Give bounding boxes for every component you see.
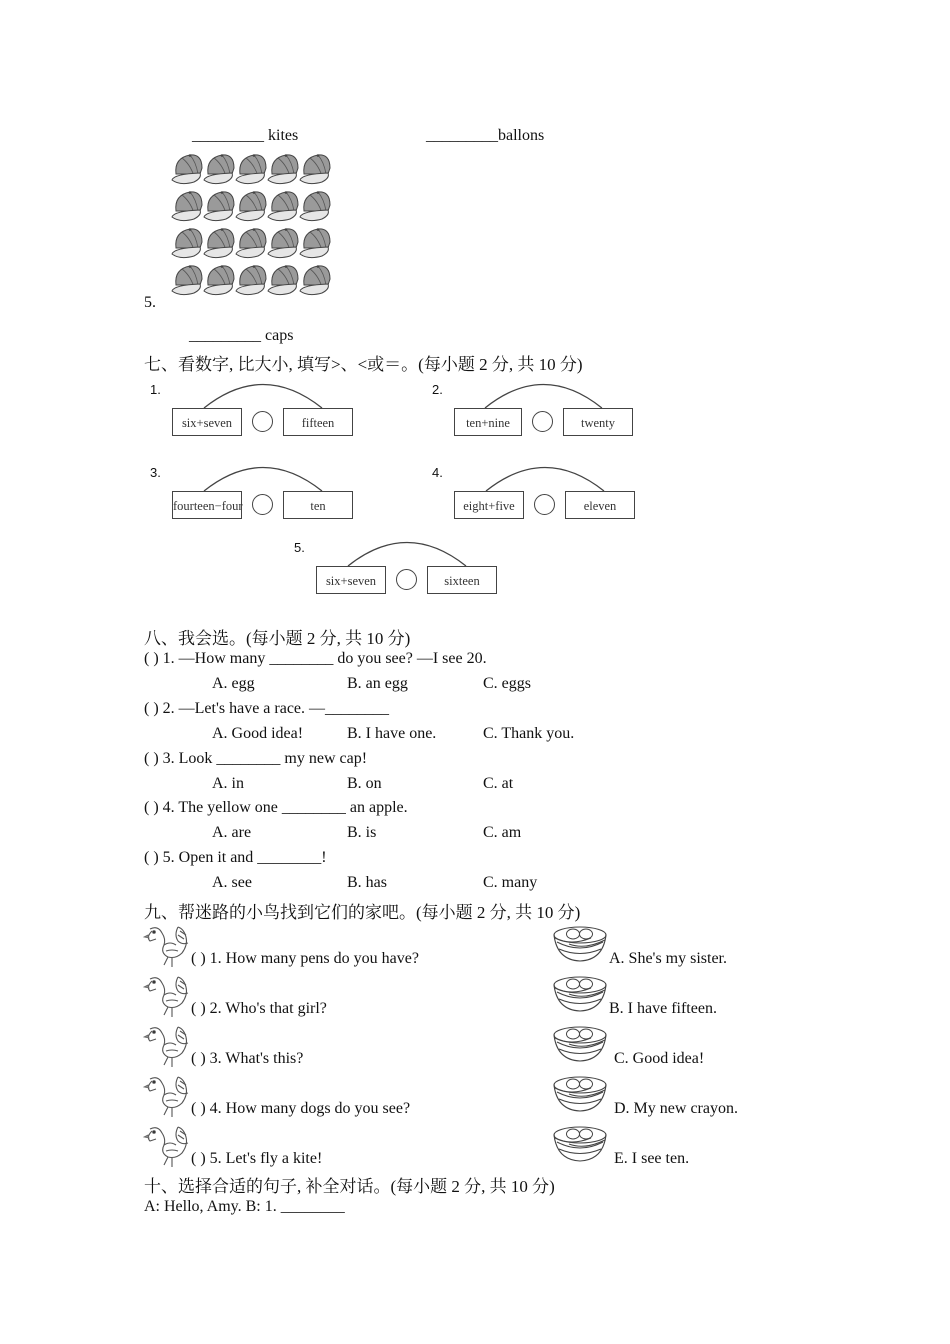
- compare-left-box: ten+nine: [454, 408, 522, 436]
- connector-arc: [346, 537, 468, 567]
- compare-right-box: sixteen: [427, 566, 497, 594]
- compare-number: 2.: [432, 382, 443, 397]
- cap-icon: [236, 265, 266, 294]
- nest-icon: [551, 1074, 609, 1114]
- compare-number: 1.: [150, 382, 161, 397]
- option-b: B. I have one.: [347, 724, 437, 742]
- connector-arc: [483, 379, 604, 409]
- option-c: C. many: [483, 874, 538, 892]
- compare-right-box: fifteen: [283, 408, 353, 436]
- connector-arc: [202, 462, 324, 492]
- answer-circle[interactable]: [534, 494, 555, 515]
- option-a: A. see: [212, 874, 252, 892]
- option-b: B. an egg: [347, 675, 408, 692]
- option-b: B. has: [347, 874, 387, 892]
- option-c: C. Thank you.: [483, 724, 575, 742]
- caps-picture: [170, 150, 340, 300]
- kites-blank: _________ kites: [192, 127, 299, 144]
- bird-question: ( ) 4. How many dogs do you see?: [191, 1100, 411, 1117]
- nest-icon: [551, 1024, 609, 1064]
- nest-icon: [551, 974, 609, 1014]
- compare-number: 5.: [294, 540, 305, 555]
- compare-left-box: fourteen−four: [172, 491, 242, 519]
- cap-icon: [268, 191, 298, 220]
- question-number: 5.: [144, 294, 156, 311]
- cap-icon: [172, 228, 202, 257]
- cap-icon: [172, 154, 202, 183]
- compare-number: 4.: [432, 465, 443, 480]
- option-a: A. in: [212, 774, 244, 792]
- cap-icon: [236, 154, 266, 183]
- option-b: B. is: [347, 824, 377, 842]
- connector-arc: [202, 379, 324, 409]
- answer-circle[interactable]: [252, 411, 273, 432]
- bird-icon: [144, 1073, 192, 1119]
- cap-icon: [268, 228, 298, 257]
- answer-circle[interactable]: [252, 494, 273, 515]
- cap-icon: [172, 191, 202, 220]
- ballons-blank: _________ballons: [426, 127, 545, 144]
- section-7-title: 七、看数字, 比大小, 填写>、<或＝。(每小题 2 分, 共 10 分): [144, 355, 583, 374]
- compare-left-box: six+seven: [316, 566, 386, 594]
- section-8-title: 八、我会选。(每小题 2 分, 共 10 分): [144, 629, 411, 648]
- option-b: B. on: [347, 774, 382, 792]
- choice-question: ( ) 3. Look ________ my new cap!: [144, 749, 368, 767]
- compare-number: 3.: [150, 465, 161, 480]
- option-c: C. at: [483, 774, 514, 792]
- nest-answer: C. Good idea!: [614, 1050, 705, 1067]
- cap-icon: [236, 191, 266, 220]
- compare-right-box: ten: [283, 491, 353, 519]
- dialogue-line: A: Hello, Amy. B: 1. ________: [144, 1198, 345, 1215]
- compare-left-box: six+seven: [172, 408, 242, 436]
- nest-answer: A. She's my sister.: [609, 950, 727, 967]
- choice-question: ( ) 5. Open it and ________!: [144, 849, 327, 867]
- cap-icon: [300, 191, 330, 220]
- connector-arc: [484, 462, 606, 492]
- option-c: C. eggs: [483, 675, 531, 692]
- nest-answer: B. I have fifteen.: [609, 1000, 717, 1017]
- bird-icon: [144, 1123, 192, 1169]
- cap-icon: [268, 154, 298, 183]
- bird-icon: [144, 1023, 192, 1069]
- cap-icon: [268, 265, 298, 294]
- bird-icon: [144, 923, 192, 969]
- compare-right-box: twenty: [563, 408, 633, 436]
- cap-icon: [204, 265, 234, 294]
- section-9-title: 九、帮迷路的小鸟找到它们的家吧。(每小题 2 分, 共 10 分): [144, 903, 581, 922]
- cap-icon: [300, 265, 330, 294]
- nest-icon: [551, 1124, 609, 1164]
- answer-circle[interactable]: [532, 411, 553, 432]
- bird-question: ( ) 3. What's this?: [191, 1050, 304, 1067]
- compare-left-box: eight+five: [454, 491, 524, 519]
- choice-question: ( ) 1. —How many ________ do you see? —I see 20.: [144, 650, 487, 667]
- bird-question: ( ) 5. Let's fly a kite!: [191, 1150, 323, 1167]
- cap-icon: [172, 265, 202, 294]
- bird-question: ( ) 2. Who's that girl?: [191, 1000, 327, 1017]
- nest-answer: D. My new crayon.: [614, 1100, 738, 1117]
- cap-icon: [300, 154, 330, 183]
- cap-icon: [236, 228, 266, 257]
- nest-answer: E. I see ten.: [614, 1150, 690, 1167]
- caps-blank: _________ caps: [189, 327, 294, 344]
- option-a: A. egg: [212, 675, 255, 692]
- bird-icon: [144, 973, 192, 1019]
- cap-icon: [204, 154, 234, 183]
- answer-circle[interactable]: [396, 569, 417, 590]
- cap-icon: [300, 228, 330, 257]
- cap-icon: [204, 228, 234, 257]
- cap-icon: [204, 191, 234, 220]
- nest-icon: [551, 924, 609, 964]
- choice-question: ( ) 2. —Let's have a race. —________: [144, 699, 390, 717]
- section-10-title: 十、选择合适的句子, 补全对话。(每小题 2 分, 共 10 分): [144, 1177, 555, 1196]
- compare-right-box: eleven: [565, 491, 635, 519]
- option-a: A. are: [212, 824, 252, 842]
- option-c: C. am: [483, 824, 522, 842]
- bird-question: ( ) 1. How many pens do you have?: [191, 950, 419, 967]
- option-a: A. Good idea!: [212, 724, 304, 742]
- choice-question: ( ) 4. The yellow one ________ an apple.: [144, 799, 408, 817]
